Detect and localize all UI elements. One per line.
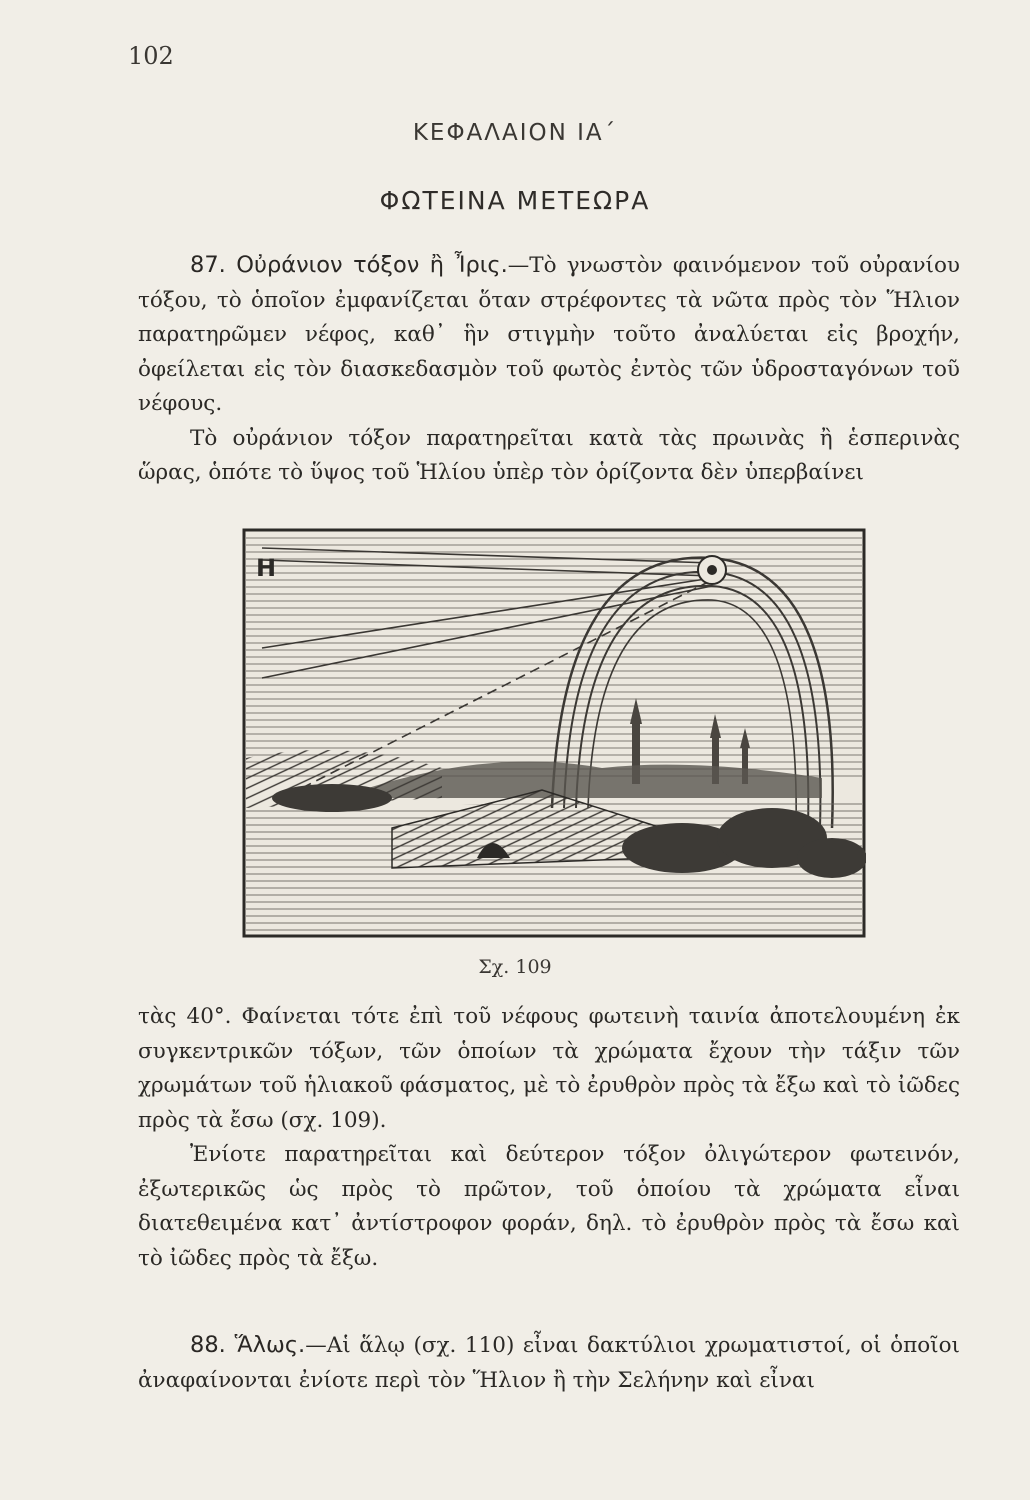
section-title: ΦΩΤΕΙΝΑ ΜΕΤΕΩΡΑ	[379, 186, 651, 215]
figure-caption: Σχ. 109	[478, 956, 552, 978]
paragraph: Ἐνίοτε παρατηρεῖται καὶ δεύτερον τόξον ὀλιγώτερον φωτεινόν, ἐξωτερικῶς ὡς πρὸς τὸ πρῶτον, τοῦ ὁποίου τὰ χρώματα εἶναι διατεθειμένα κατ᾿ ἀντίστροφον φοράν, δηλ. τὸ ἐρυθρὸν πρὸς τὰ ἔσω καὶ τὸ ἰῶδες πρὸς τὰ ἔξω.	[138, 1142, 960, 1271]
section-87-text	[138, 248, 960, 491]
section-87-heading: 87. Οὐράνιον τόξον ἢ Ἶρις.	[190, 252, 508, 278]
paragraph: Τὸ οὐράνιον τόξον παρατηρεῖται κατὰ τὰς πρωινὰς ἢ ἑσπερινὰς ὥρας, ὁπότε τὸ ὕψος τοῦ Ἡλίου ὑπὲρ τὸν ὁρίζοντα δὲν ὑπερβαίνει	[138, 425, 960, 485]
page-number: 102	[128, 42, 174, 70]
paragraph	[138, 248, 960, 422]
rainbow-engraving	[242, 528, 866, 938]
paragraph	[138, 1328, 960, 1398]
paragraph: τὰς 40°. Φαίνεται τότε ἐπὶ τοῦ νέφους φωτεινὴ ταινία ἀποτελουμένη ἐκ συγκεντρικῶν τόξων, τῶν ὁποίων τὰ χρώματα ἔχουν τὴν τάξιν τῶν χρωμάτων τοῦ ἡλιακοῦ φάσματος, μὲ τὸ ἐρυθρὸν πρὸς τὰ ἔξω καὶ τὸ ἰῶδες πρὸς τὰ ἔσω (σχ. 109).	[138, 1004, 960, 1133]
paragraph-text: —Τὸ γνωστὸν φαινόμενον τοῦ οὐρανίου τόξου, τὸ ὁποῖον ἐμφανίζεται ὅταν στρέφοντες τὰ νῶτα πρὸς τὸν Ἥλιον παρατηρῶμεν νέφος, καθ᾿ ἣν στιγμὴν τοῦτο ἀναλύεται εἰς βροχήν, ὀφείλεται εἰς τὸν διασκεδασμὸν τοῦ φωτὸς ἐντὸς τῶν ὑδροσταγόνων τοῦ νέφους.	[138, 253, 960, 416]
chapter-title: ΚΕΦΑΛΑΙΟΝ ΙΑ΄	[412, 120, 618, 146]
section-88-heading: 88. Ἅλως.	[190, 1332, 306, 1358]
section-87-continued	[138, 1000, 960, 1276]
rainbow-figure	[242, 528, 866, 938]
section-88-text	[138, 1328, 960, 1398]
paragraph-text: —Αἱ ἅλῳ (σχ. 110) εἶναι δακτύλιοι χρωματιστοί, οἱ ὁποῖοι ἀναφαίνονται ἐνίοτε περὶ τὸν Ἥλιον ἢ τὴν Σελήνην καὶ εἶναι	[138, 1333, 960, 1393]
figure-label: Η	[256, 554, 277, 582]
